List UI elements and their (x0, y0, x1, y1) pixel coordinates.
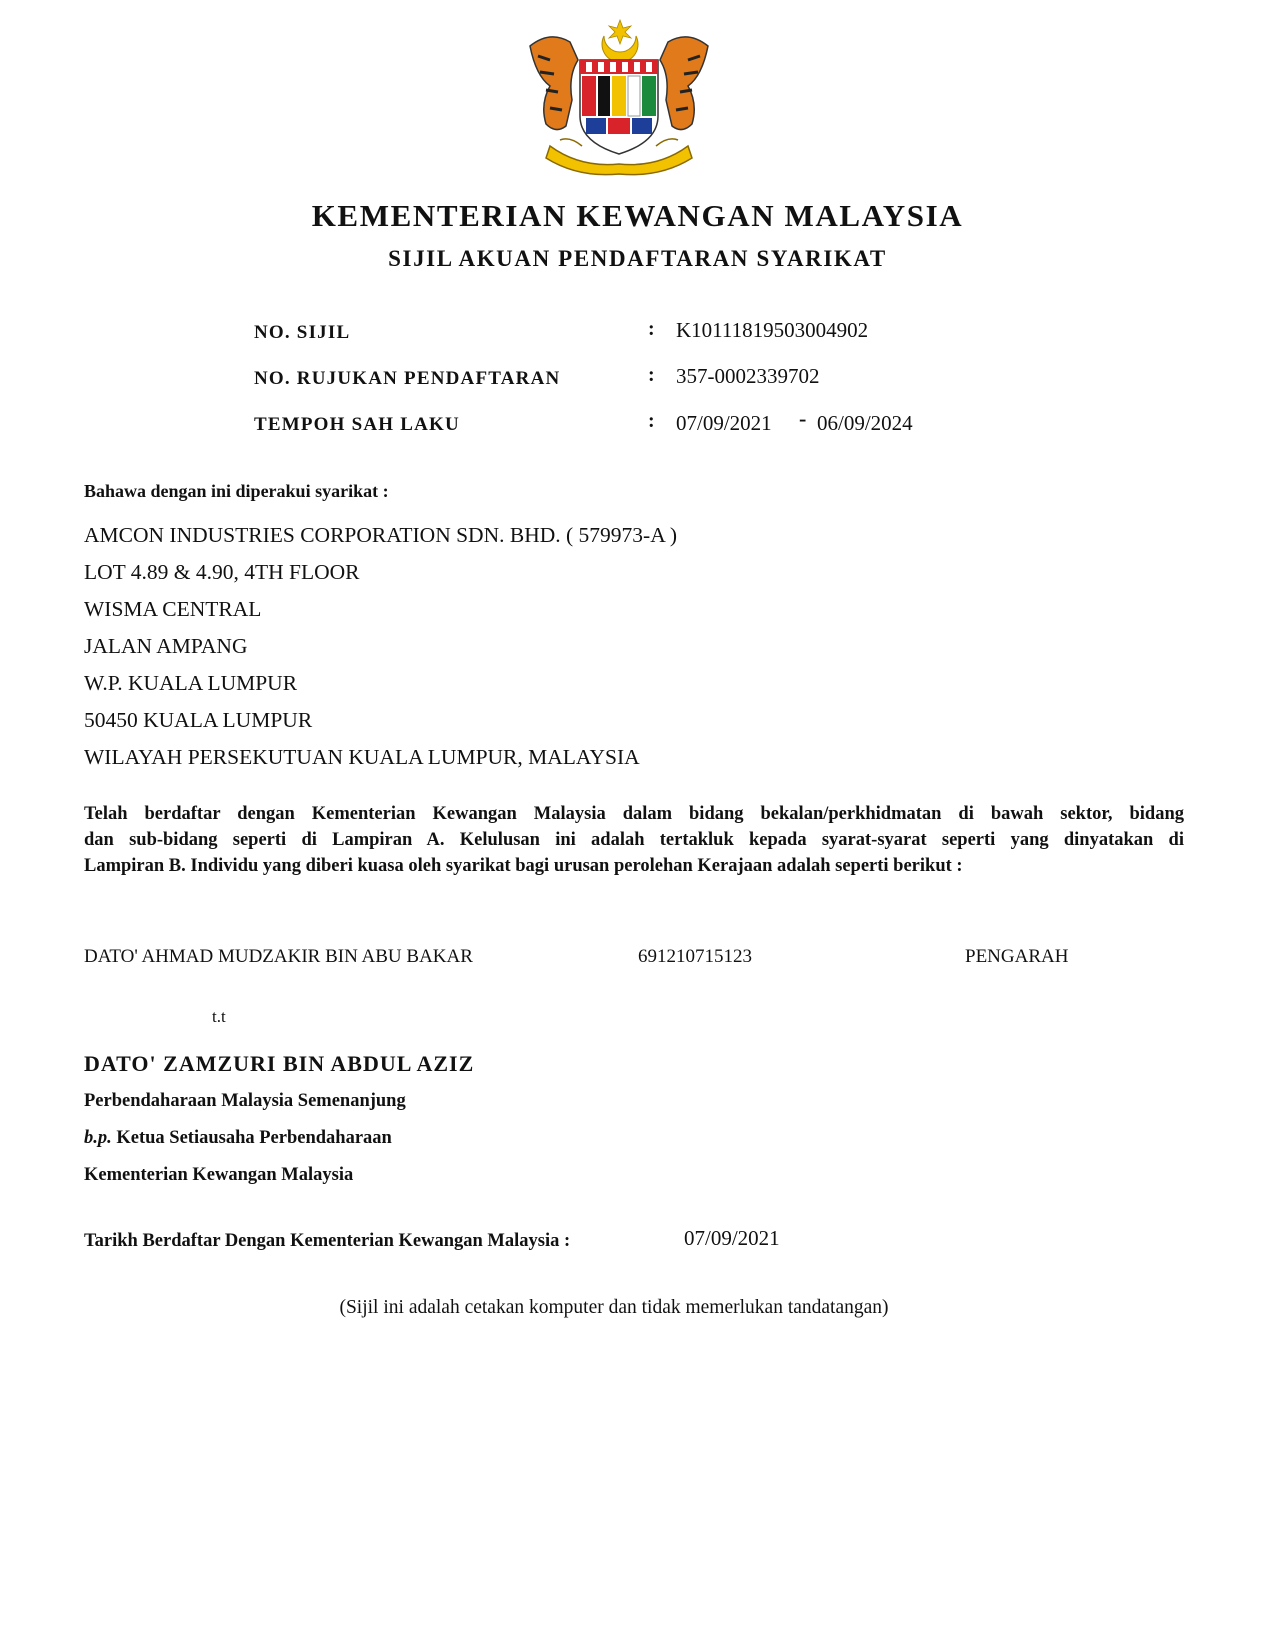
statement-line: Telah berdaftar dengan Kementerian Kewangan Malaysia dalam bidang bekalan/perkhidmatan di bawah sektor, bidang (84, 804, 1184, 824)
representative-position: PENGARAH (965, 946, 1069, 967)
validity-colon: : (648, 410, 655, 432)
declaration-intro: Bahawa dengan ini diperakui syarikat : (84, 481, 389, 501)
signatory-department: Perbendaharaan Malaysia Semenanjung (84, 1091, 406, 1111)
representative-id: 691210715123 (638, 946, 752, 967)
representative-name: DATO' AHMAD MUDZAKIR BIN ABU BAKAR (84, 946, 473, 967)
address-line: 50450 KUALA LUMPUR (84, 708, 313, 732)
signatory-name: DATO' ZAMZURI BIN ABDUL AZIZ (84, 1051, 475, 1076)
cert-no-label: NO. SIJIL (254, 322, 351, 343)
ministry-title: KEMENTERIAN KEWANGAN MALAYSIA (311, 198, 964, 233)
statement-line: Lampiran B. Individu yang diberi kuasa oleh syarikat bagi urusan perolehan Kerajaan adalah seperti berikut : (84, 856, 963, 876)
address-line: LOT 4.89 & 4.90, 4TH FLOOR (84, 560, 360, 584)
address-line: WILAYAH PERSEKUTUAN KUALA LUMPUR, MALAYSIA (84, 745, 640, 769)
validity-dash: - (799, 406, 807, 431)
registration-date-label: Tarikh Berdaftar Dengan Kementerian Kewangan Malaysia : (84, 1231, 571, 1251)
company-name: AMCON INDUSTRIES CORPORATION SDN. BHD. ( 579973-A ) (84, 523, 678, 547)
address-line: JALAN AMPANG (84, 634, 248, 658)
cert-no-value: K10111819503004902 (676, 318, 869, 342)
bp-abbreviation: b.p. (84, 1128, 112, 1148)
computer-generated-note: (Sijil ini adalah cetakan komputer dan tidak memerlukan tandatangan) (339, 1297, 889, 1318)
reference-no-label: NO. RUJUKAN PENDAFTARAN (254, 368, 561, 389)
reference-no-value: 357-0002339702 (676, 364, 820, 388)
signatory-behalf-title: Ketua Setiausaha Perbendaharaan (111, 1128, 392, 1148)
registration-statement (84, 801, 1184, 879)
signed-mark: t.t (212, 1007, 226, 1026)
registration-date-value: 07/09/2021 (684, 1226, 780, 1250)
signatory-ministry: Kementerian Kewangan Malaysia (84, 1165, 354, 1185)
address-line: W.P. KUALA LUMPUR (84, 671, 298, 695)
statement-line: dan sub-bidang seperti di Lampiran A. Kelulusan ini adalah tertakluk kepada syarat-syarat seperti yang dinyatakan di (84, 830, 1184, 850)
coat-of-arms-icon (520, 16, 718, 178)
certificate-title: SIJIL AKUAN PENDAFTARAN SYARIKAT (388, 246, 887, 271)
cert-no-colon: : (648, 318, 655, 340)
validity-to-date: 06/09/2024 (817, 411, 913, 435)
reference-no-colon: : (648, 364, 655, 386)
validity-from-date: 07/09/2021 (676, 411, 772, 435)
signatory-behalf (84, 1128, 392, 1149)
address-line: WISMA CENTRAL (84, 597, 262, 621)
validity-label: TEMPOH SAH LAKU (254, 414, 460, 435)
